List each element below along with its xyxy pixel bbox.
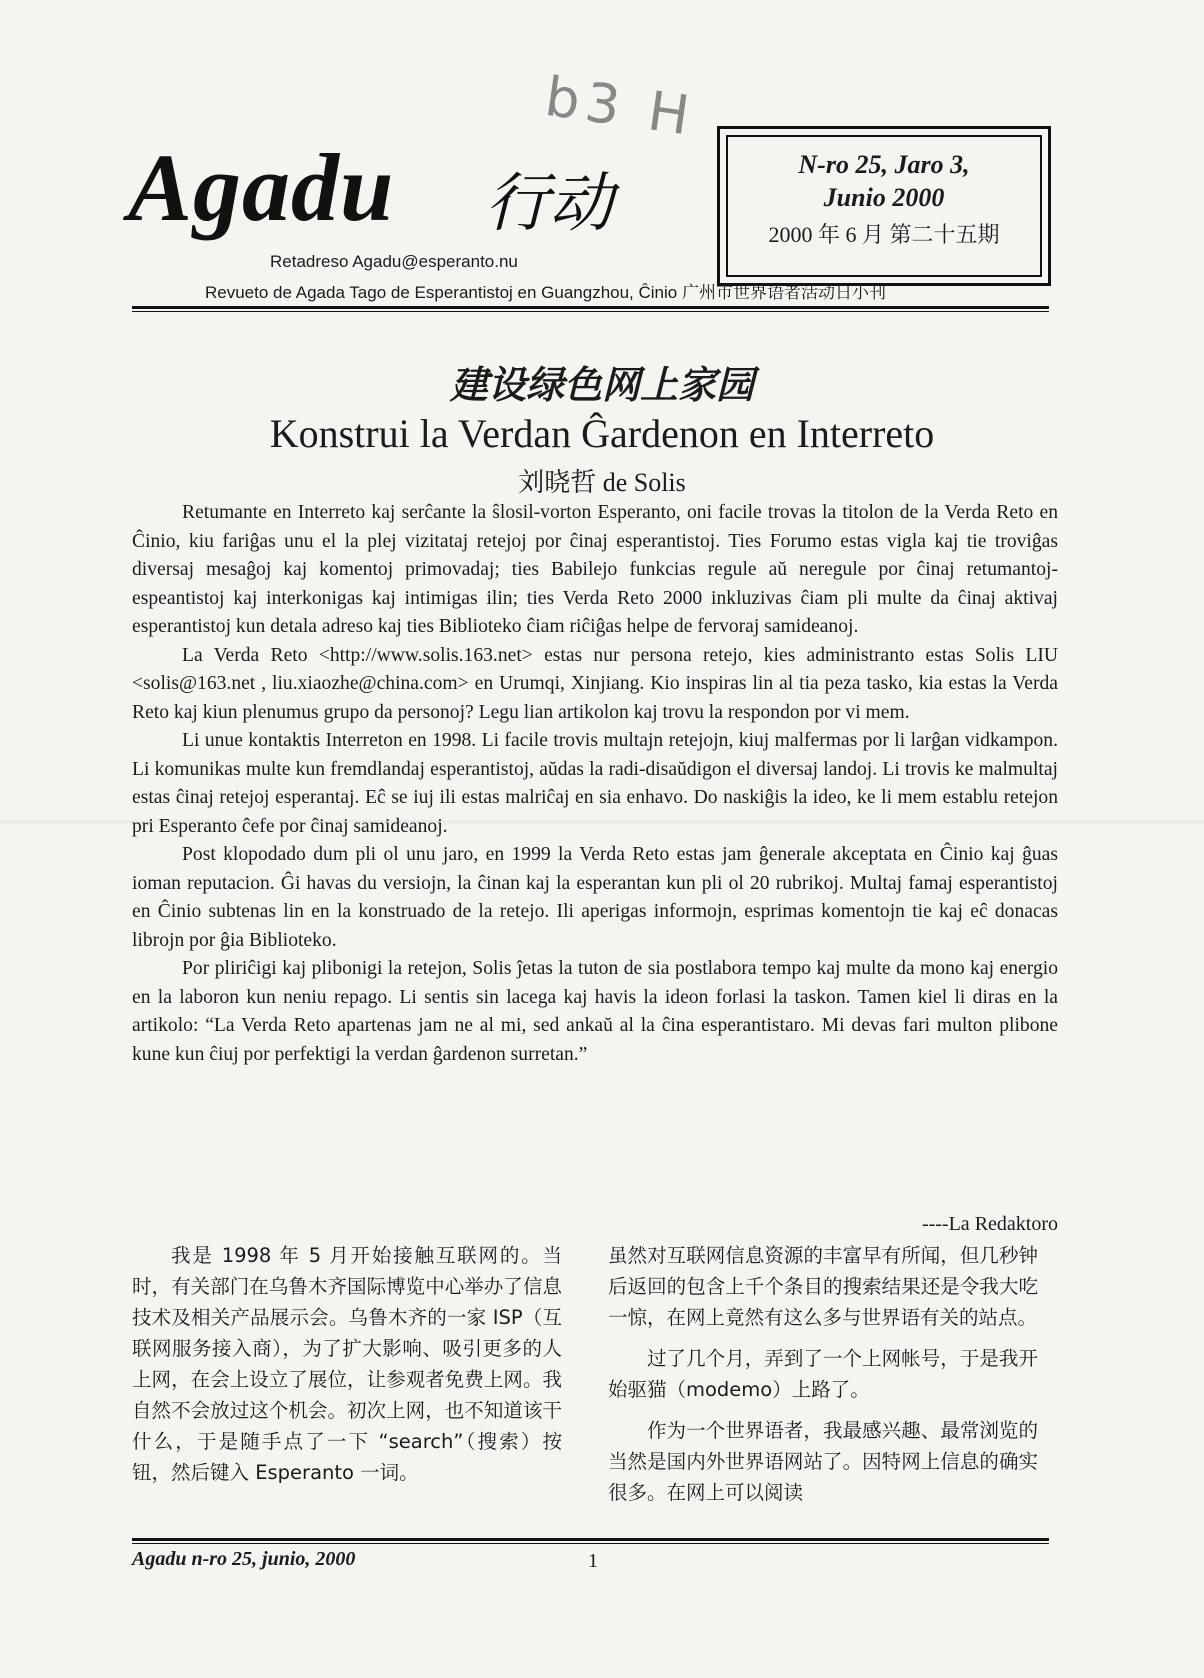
web-address: Retadreso Agadu@esperanto.nu	[270, 252, 518, 271]
footer-issue-label: Agadu n-ro 25, junio, 2000	[132, 1548, 356, 1570]
masthead-rule	[132, 306, 1049, 312]
issue-chinese-date: 2000 年 6 月 第二十五期	[768, 222, 1000, 247]
issue-box	[717, 126, 1051, 286]
chinese-paragraph: 作为一个世界语者，我最感兴趣、最常浏览的当然是国内外世界语网站了。因特网上信息的确实很多。在网上可以阅读	[608, 1419, 1038, 1504]
chinese-column-right	[608, 1240, 1038, 1508]
article-signoff: ----La Redaktoro	[921, 1213, 1058, 1235]
masthead-logo: Agadu	[128, 134, 395, 241]
issue-date: Junio 2000	[823, 182, 945, 212]
page-number: 1	[588, 1550, 598, 1572]
article-body	[132, 499, 1058, 1069]
masthead-chinese-title: 行动	[485, 167, 613, 241]
article-title: Konstrui la Verdan Ĝardenon en Interreto	[269, 411, 935, 456]
article-paragraph: Li unue kontaktis Interreton en 1998. Li facile trovis multajn retejojn, kiuj malfermas por li larĝan vidkampon. Li komunikas multe kun fremdlandaj esperantistoj, aŭdas la radi-disaŭdigon el diversaj landoj. Li trovis ke malmultaj estas ĉinaj retejoj esperantaj. Eĉ se iuj ili estas malriĉaj en sia enhavo. Do naskiĝis la ideo, ke li mem establu retejon pri Esperanto ĉefe por ĉinaj samideanoj.	[132, 730, 1058, 837]
handwritten-note: b3 H	[541, 64, 700, 149]
article-paragraph: Por pliriĉigi kaj plibonigi la retejon, Solis ĵetas la tuton de sia postlabora tempo kaj multe da mono kaj energio en la laboron kun neniu repago. Li sentis sin lacega kaj havis la ideon forlasi la taskon. Tamen kiel li diras en la artikolo: “La Verda Reto apartenas jam ne al mi, sed ankaŭ al la ĉina esperantistaro. Mi devas fari multon plibone kune kun ĉiuj por perfektigi la verdan ĝardenon surretan.”	[132, 958, 1058, 1065]
article-paragraph: Retumante en Interreto kaj serĉante la ŝlosil-vorton Esperanto, oni facile trovas la titolon de la Verda Reto en Ĉinio, kiu fariĝas unu el la plej vizitataj retejoj por ĉinaj esperantistoj. Ties Forumo estas vigla kaj tie troviĝas diversaj mesaĝoj kaj komentoj primovadaj; ties Babilejo funkcias regule aŭ neregule por ĉinaj retumantoj-espeantistoj kaj interkonigas kaj intimigas ilin; ties Verda Reto 2000 inkluzivas ĉiam pli multe da ĉinaj aktivaj esperantistoj kun detala adreso kaj ties Biblioteko ĉiam riĉiĝas helpe de fervoraj samideanoj.	[132, 502, 1058, 637]
issue-box-inner	[726, 135, 1042, 277]
issue-number: N-ro 25, Jaro 3,	[798, 150, 970, 179]
chinese-column-left	[132, 1240, 562, 1488]
article-author: 刘晓哲 de Solis	[518, 468, 686, 497]
article-paragraph: La Verda Reto <http://www.solis.163.net> estas nur persona retejo, kies administranto estas Solis LIU <solis@163.net , liu.xiaozhe@china.com> en Urumqi, Xinjiang. Kio inspiras lin al tia peza tasko, kia estas la Verda Reto kaj kiun plenumus grupo da personoj? Legu lian artikolon kaj trovu la respondon por vi mem.	[132, 644, 1058, 723]
footer-rule	[132, 1538, 1049, 1544]
chinese-paragraph: 过了几个月，弄到了一个上网帐号，于是我开始驱猫（modemo）上路了。	[608, 1347, 1038, 1401]
masthead-subtitle: Revueto de Agada Tago de Esperantistoj en Guangzhou, Ĉinio 广州市世界语者活动日小刊	[205, 283, 886, 302]
article-chinese-title: 建设绿色网上家园	[449, 363, 754, 407]
chinese-paragraph: 我是 1998 年 5 月开始接触互联网的。当时，有关部门在乌鲁木齐国际博览中心举办了信息技术及相关产品展示会。乌鲁木齐的一家 ISP（互联网服务接入商），为了扩大影响、吸引更多的人上网，在会上设立了展位，让参观者免费上网。我自然不会放过这个机会。初次上网，也不知道该干什么，于是随手点了一下 “search”（搜索）按钮，然后键入 Esperanto 一词。	[132, 1244, 562, 1484]
chinese-paragraph: 虽然对互联网信息资源的丰富早有所闻，但几秒钟后返回的包含上千个条目的搜索结果还是令我大吃一惊，在网上竟然有这么多与世界语有关的站点。	[608, 1244, 1038, 1329]
article-paragraph: Post klopodado dum pli ol unu jaro, en 1999 la Verda Reto estas jam ĝenerale akceptata en Ĉinio kaj ĝuas ioman reputacion. Ĝi havas du versiojn, la ĉinan kaj la esperantan kun pli ol 20 rubrikoj. Multaj famaj esperantistoj en Ĉinio subtenas lin en la konstruado de la retejo. Ili aperigas informojn, esprimas komentojn tie kaj eĉ donacas librojn por ĝia Biblioteko.	[132, 844, 1058, 951]
